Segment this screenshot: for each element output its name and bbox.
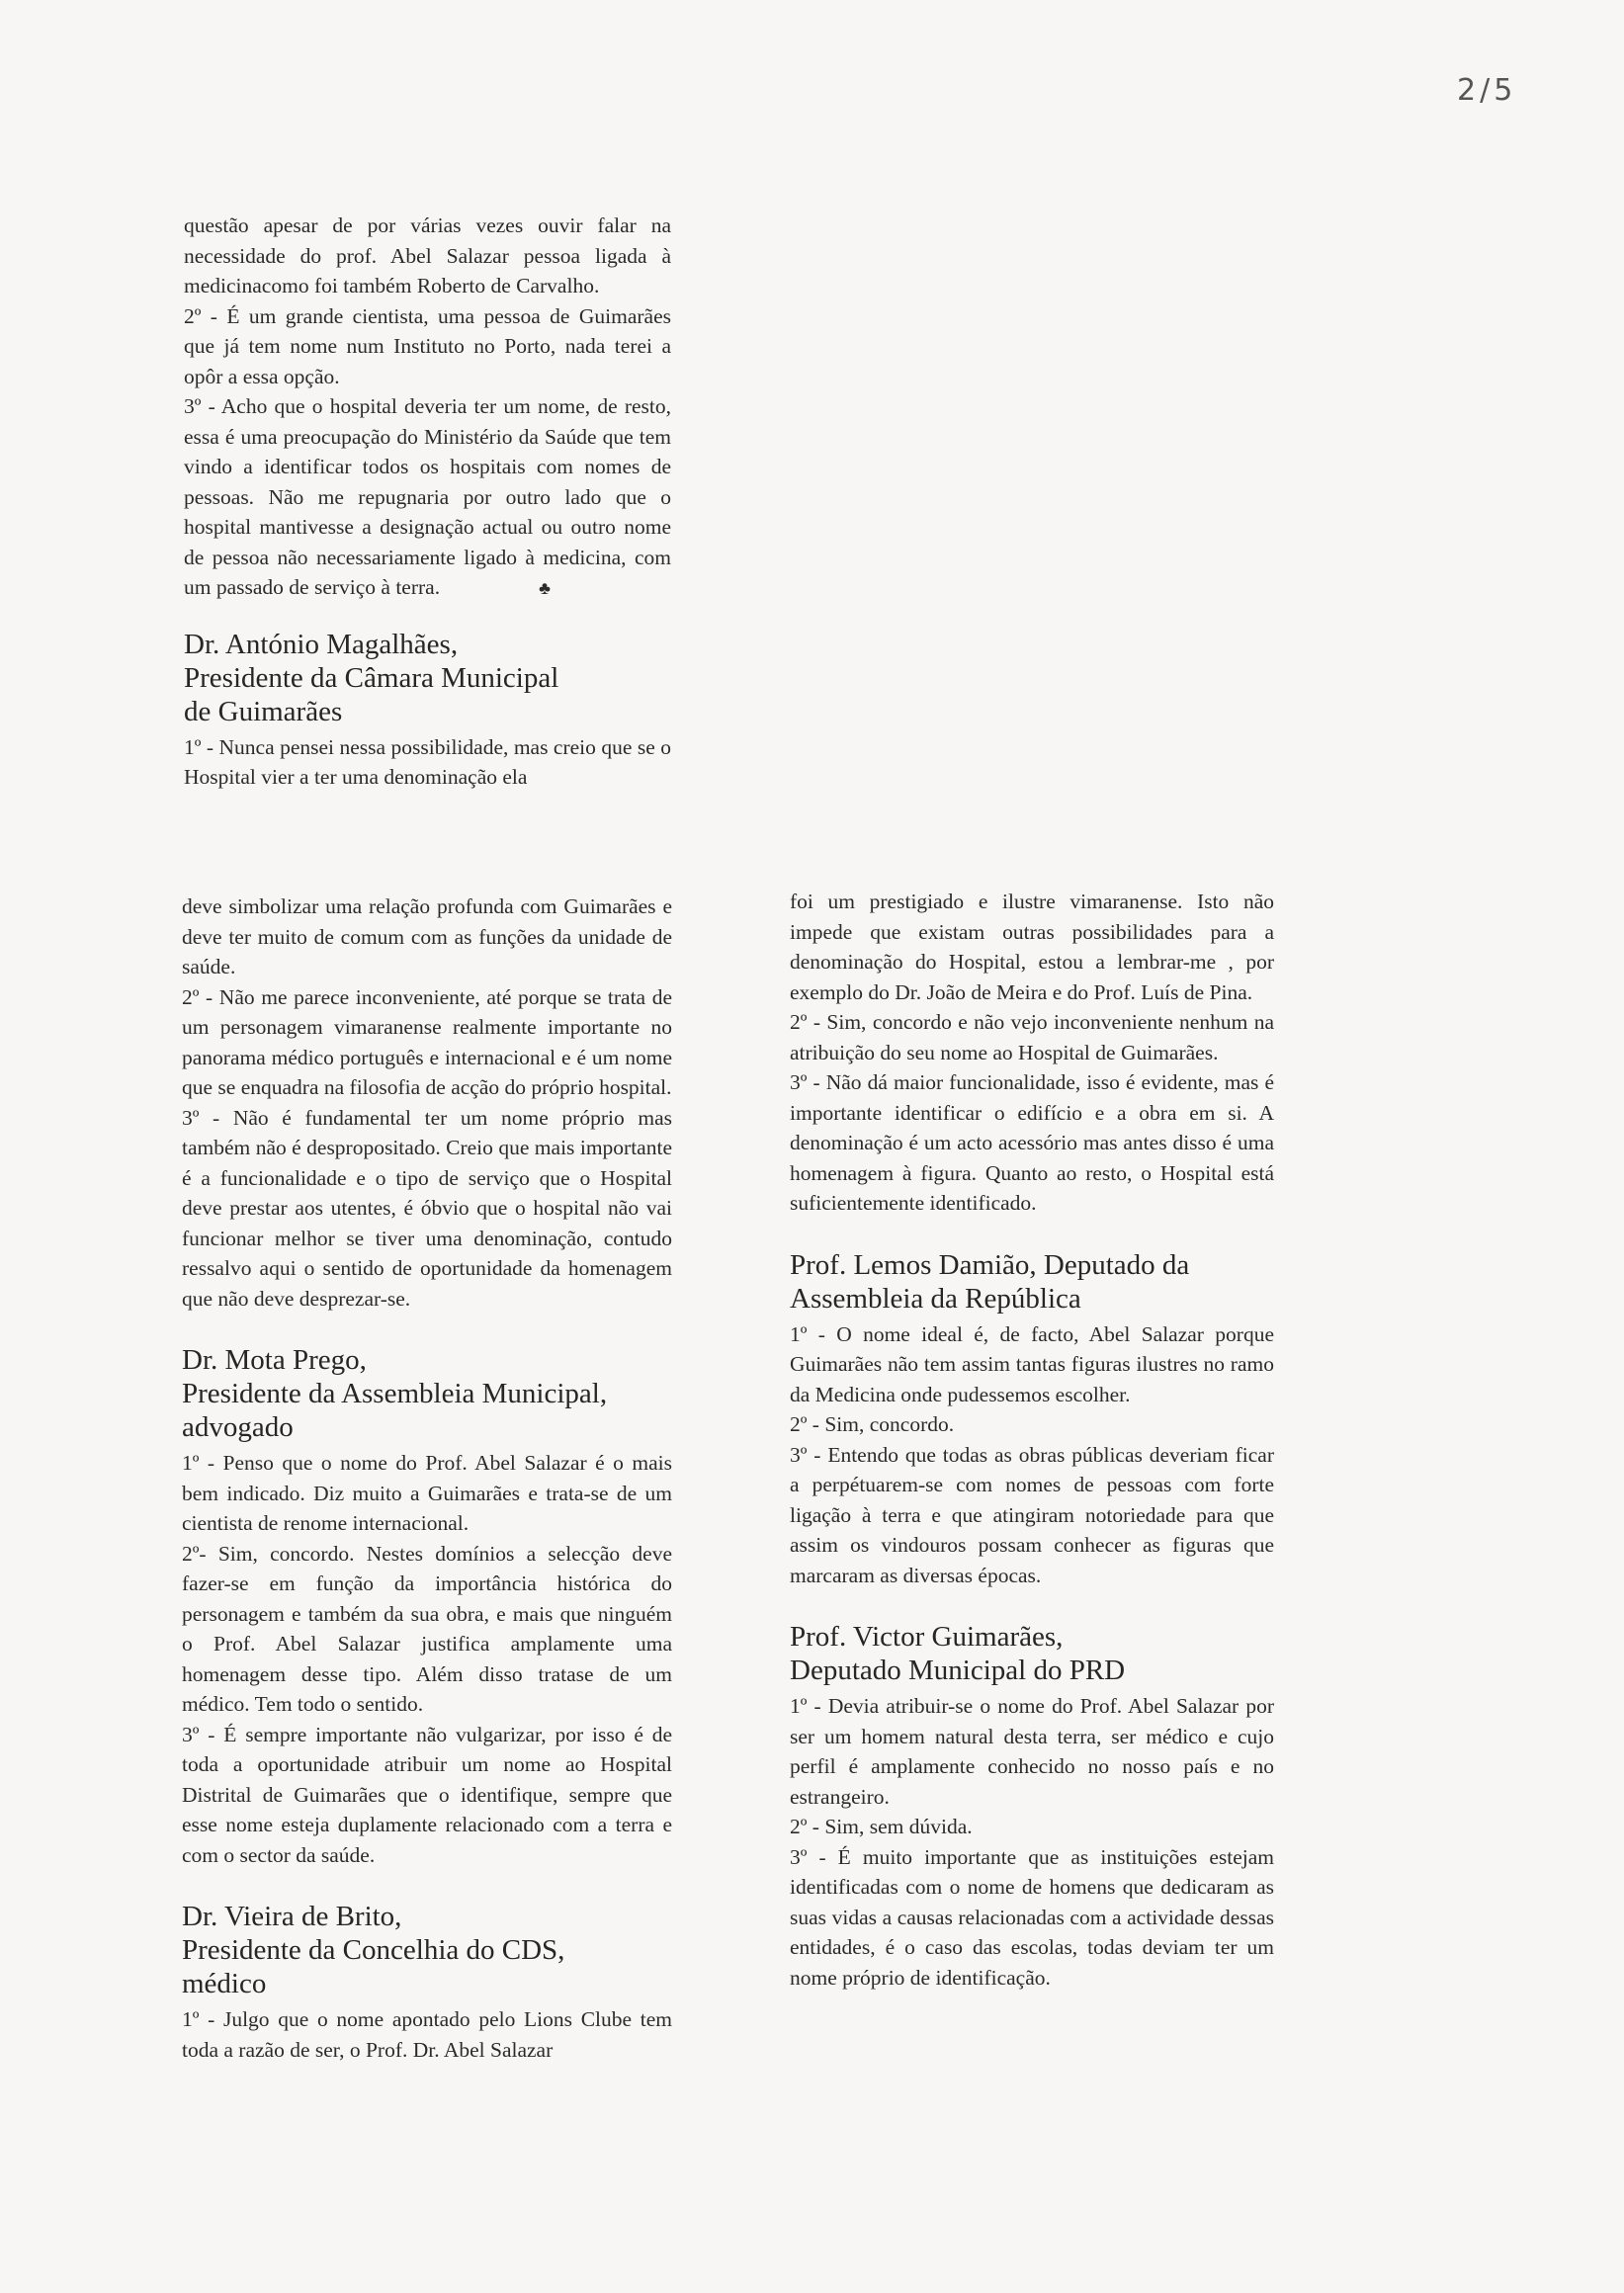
club-mark-icon: ♣ <box>539 578 551 598</box>
paragraph-text: 3º - Acho que o hospital deveria ter um nome, de resto, essa é uma preocupação do Ministério da Saúde que tem vindo a identificar todos os hospitais com nomes de pessoas. Não me repugnaria por outro lado que o hospital mantivesse a designação actual ou outro nome de pessoa não necessariamente ligado à medicina, com um passado de serviço à terra. <box>184 394 671 599</box>
heading-line: Deputado Municipal do PRD <box>790 1655 1126 1686</box>
heading-line: Dr. Vieira de Brito, <box>182 1901 402 1932</box>
top-column <box>184 211 671 793</box>
paragraph: 3º - É sempre importante não vulgarizar, por isso é de toda a oportunidade atribuir um nome ao Hospital Distrital de Guimarães que o identifique, sempre que esse nome esteja duplamente relacionado com a terra e com o sector da saúde. <box>182 1722 672 1867</box>
interviewee-heading-lemos-damiao <box>790 1248 1274 1316</box>
paragraph: 3º - Entendo que todas as obras públicas deveriam ficar a perpétuarem-se com nomes de pessoas com forte ligação à terra e que atingiram notoriedade para que assim os vindouros possam conhecer as figuras que marcaram as diversas épocas. <box>790 1442 1274 1587</box>
right-column <box>790 887 1274 1993</box>
heading-line: Prof. Lemos Damião, Deputado da <box>790 1248 1190 1281</box>
paragraph: 1º - Penso que o nome do Prof. Abel Salazar é o mais bem indicado. Diz muito a Guimarães e trata-se de um cientista de renome internacional. <box>182 1451 672 1535</box>
heading-line: Dr. António Magalhães, <box>184 628 459 660</box>
interviewee-heading-victor-guimaraes <box>790 1620 1274 1687</box>
interviewee-heading-vieira-de-brito <box>182 1900 672 2000</box>
paragraph: 2º - Sim, concordo. <box>790 1412 955 1436</box>
heading-line: Assembleia da República <box>790 1282 1081 1315</box>
paragraph: foi um prestigiado e ilustre vimaranense. Isto não impede que existam outras possibilidades para a denominação do Hospital, estou a lembrar-me , por exemplo do Dr. João de Meira e do Prof. Luís de Pina. <box>790 890 1274 1004</box>
paragraph: questão apesar de por várias vezes ouvir falar na necessidade do prof. Abel Salazar pessoa ligada à medicinacomo foi também Roberto de Carvalho. <box>184 213 671 297</box>
paragraph: 1º - O nome ideal é, de facto, Abel Salazar porque Guimarães não tem assim tantas figuras ilustres no ramo da Medicina onde pudessemos escolher. <box>790 1321 1274 1406</box>
paragraph: deve simbolizar uma relação profunda com Guimarães e deve ter muito de comum com as funções da unidade de saúde. <box>182 894 672 978</box>
heading-line: Presidente da Câmara Municipal <box>184 661 559 694</box>
interviewee-heading-magalhaes <box>184 628 671 728</box>
paragraph: 3º - É muito importante que as instituições estejam identificadas com o nome de homens que dedicaram as suas vidas a causas relacionadas com a actividade dessas entidades, é o caso das escolas, todas deviam ter um nome próprio de identificação. <box>790 1844 1274 1990</box>
paragraph: 2º - Sim, sem dúvida. <box>790 1815 973 1838</box>
heading-line: advogado <box>182 1411 294 1443</box>
paragraph: 1º - Nunca pensei nessa possibilidade, mas creio que se o Hospital vier a ter uma denominação ela <box>184 734 671 789</box>
heading-line: Dr. Mota Prego, <box>182 1344 367 1376</box>
paragraph: 2º - Sim, concordo e não vejo inconveniente nenhum na atribuição do seu nome ao Hospital de Guimarães. <box>790 1010 1274 1064</box>
heading-line: médico <box>182 1968 267 1999</box>
paragraph: 3º - Não é fundamental ter um nome próprio mas também não é despropositado. Creio que mais importante é a funcionalidade e o tipo de serviço que o Hospital deve prestar aos utentes, é óbvio que o hospital não vai funcionar melhor se tiver uma denominação, contudo ressalvo aqui o sentido de oportunidade da homenagem que não deve desprezar-se. <box>182 1105 672 1311</box>
heading-line: de Guimarães <box>184 695 343 727</box>
page-number: 2/5 <box>1457 73 1517 108</box>
paragraph: 1º - Devia atribuir-se o nome do Prof. Abel Salazar por ser um homem natural desta terra, ser médico e cujo perfil é amplamente conhecido no nosso país e no estrangeiro. <box>790 1694 1274 1809</box>
paragraph: 2º- Sim, concordo. Nestes domínios a selecção deve fazer-se em função da importância histórica do personagem e também da sua obra, e mais que ninguém o Prof. Abel Salazar justifica amplamente uma homenagem desse tipo. Além disso tratase de um médico. Tem todo o sentido. <box>182 1541 672 1716</box>
heading-line: Presidente da Concelhia do CDS, <box>182 1934 565 1966</box>
paragraph: 2º - É um grande cientista, uma pessoa de Guimarães que já tem nome num Instituto no Porto, nada terei a opôr a essa opção. <box>184 303 671 388</box>
paragraph: 2º - Não me parece inconveniente, até porque se trata de um personagem vimaranense realmente importante no panorama médico português e internacional e é um nome que se enquadra na filosofia de acção do próprio hospital. <box>182 984 672 1099</box>
paragraph: 3º - Não dá maior funcionalidade, isso é evidente, mas é importante identificar o edifício e a obra em si. A denominação é um acto acessório mas antes disso é uma homenagem à figura. Quanto ao resto, o Hospital está suficientemente identificado. <box>790 1070 1274 1215</box>
heading-line: Presidente da Assembleia Municipal, <box>182 1378 608 1409</box>
heading-line: Prof. Victor Guimarães, <box>790 1621 1064 1653</box>
paragraph: 1º - Julgo que o nome apontado pelo Lions Clube tem toda a razão de ser, o Prof. Dr. Abel Salazar <box>182 2007 672 2062</box>
paragraph <box>184 391 671 604</box>
interviewee-heading-mota-prego <box>182 1343 672 1444</box>
left-column <box>182 892 672 2065</box>
